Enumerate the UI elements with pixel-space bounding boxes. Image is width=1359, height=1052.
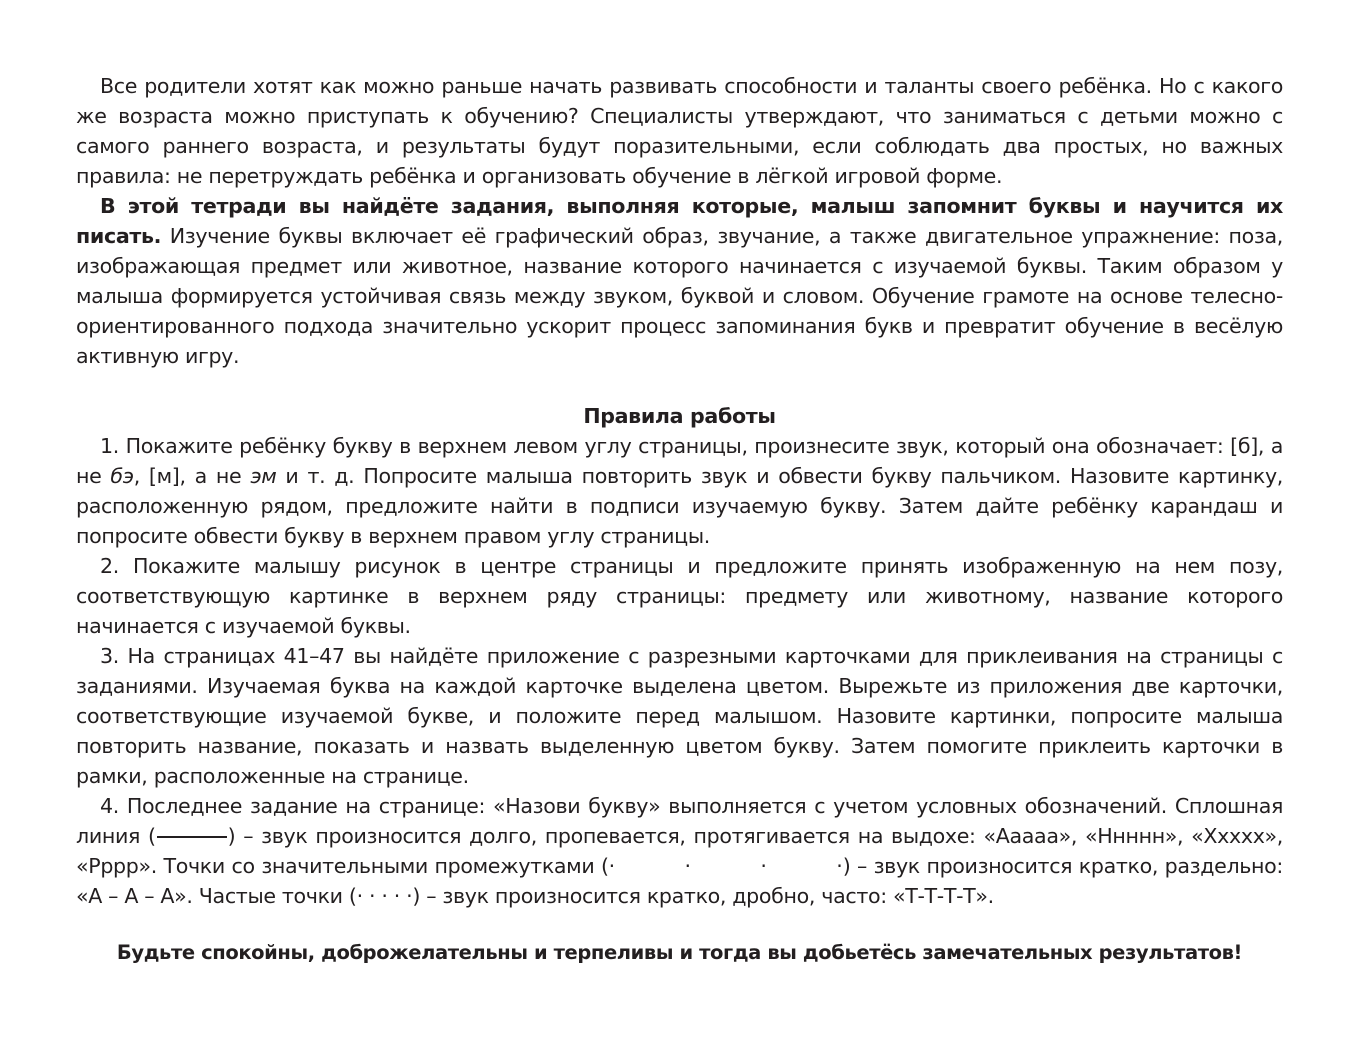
solid-line-icon [157, 836, 227, 838]
rule-3: 3. На страницах 41–47 вы найдёте приложение с разрезными карточками для приклеивания на страницы с заданиями. Изучаемая буква на каждой карточке выделена цветом. Вырежьте из приложения две карточки, соответствующие изучаемой букве, и положите перед малышом. Назовите картинки, попросите малыша повторить название, показать и назвать выделенную цветом букву. Затем помогите приклеить карточки в рамки, расположенные на странице. [76, 644, 1283, 788]
intro-paragraph-1: Все родители хотят как можно раньше начать развивать способности и таланты своего ребёнка. Но с какого же возраста можно приступать к обучению? Специалисты утверждают, что заниматься с детьми можно с самого раннего возраста, и результаты будут поразительными, если соблюдать два простых, но важных правила: не перетруждать ребёнка и организовать обучение в лёгкой игровой форме. [76, 74, 1283, 188]
rule-1-italic-be: бэ [110, 464, 134, 488]
rules-title: Правила работы [583, 404, 776, 428]
document-page [76, 71, 1283, 911]
rule-1-italic-em: эм [250, 464, 277, 488]
rule-2: 2. Покажите малышу рисунок в центре страницы и предложите принять изображенную на нем позу, соответствующую картинке в верхнем ряду страницы: предмету или животному, название которого начинается с изучаемой буквы. [76, 554, 1283, 638]
sparse-dots-icon: · · · · [608, 854, 843, 878]
rule-4-text-c: ) – звук произносится кратко, раздельно: «А – А – А». Частые точки ( [76, 854, 1283, 908]
rule-4 [76, 791, 1283, 911]
rule-4-text-a: 4. Последнее задание на странице: «Назови букву» выполняется с учетом условных обозначений. Сплошная линия ( [76, 794, 1283, 848]
rule-1-text-b: , [м], а не [133, 464, 251, 488]
rule-1-text-a: 1. Покажите ребёнку букву в верхнем левом углу страницы, произнесите звук, который она обозначает: [б], а не [76, 434, 1283, 488]
intro-bold-lead: В этой тетради вы найдёте задания, выполняя которые, малыш запомнит буквы и научится их писать. [76, 194, 1283, 248]
rule-4-text-b: ) – звук произносится долго, пропевается, протягивается на выдохе: «Ааааа», «Ннннн», «Ххххх», «Рррр». Точки со значительными промежутками ( [76, 824, 1283, 878]
intro-paragraph-2-text: Изучение буквы включает её графический образ, звучание, а также двигательное упражнение: поза, изображающая предмет или животное, название которого начинается с изучаемой буквы. Таким образом у малыша формируется устойчивая связь между звуком, буквой и словом. Обучение грамоте на основе телесно-ориентированного подхода значительно ускорит процесс запоминания букв и превратит обучение в весёлую активную игру. [76, 224, 1283, 368]
rule-4-text-d: ) – звук произносится кратко, дробно, часто: «Т-Т-Т-Т». [412, 884, 994, 908]
intro-paragraph-2 [76, 191, 1283, 371]
rule-1-text-c: и т. д. Попросите малыша повторить звук и обвести букву пальчиком. Назовите картинку, расположенную рядом, предложите найти в подписи изучаемую букву. Затем дайте ребёнку карандаш и попросите обвести букву в верхнем правом углу страницы. [76, 464, 1283, 548]
dense-dots-icon: · · · · · [356, 884, 413, 908]
rule-1 [76, 431, 1283, 551]
closing-note: Будьте спокойны, доброжелательны и терпеливы и тогда вы добьетёсь замечательных результатов! [116, 941, 1243, 964]
